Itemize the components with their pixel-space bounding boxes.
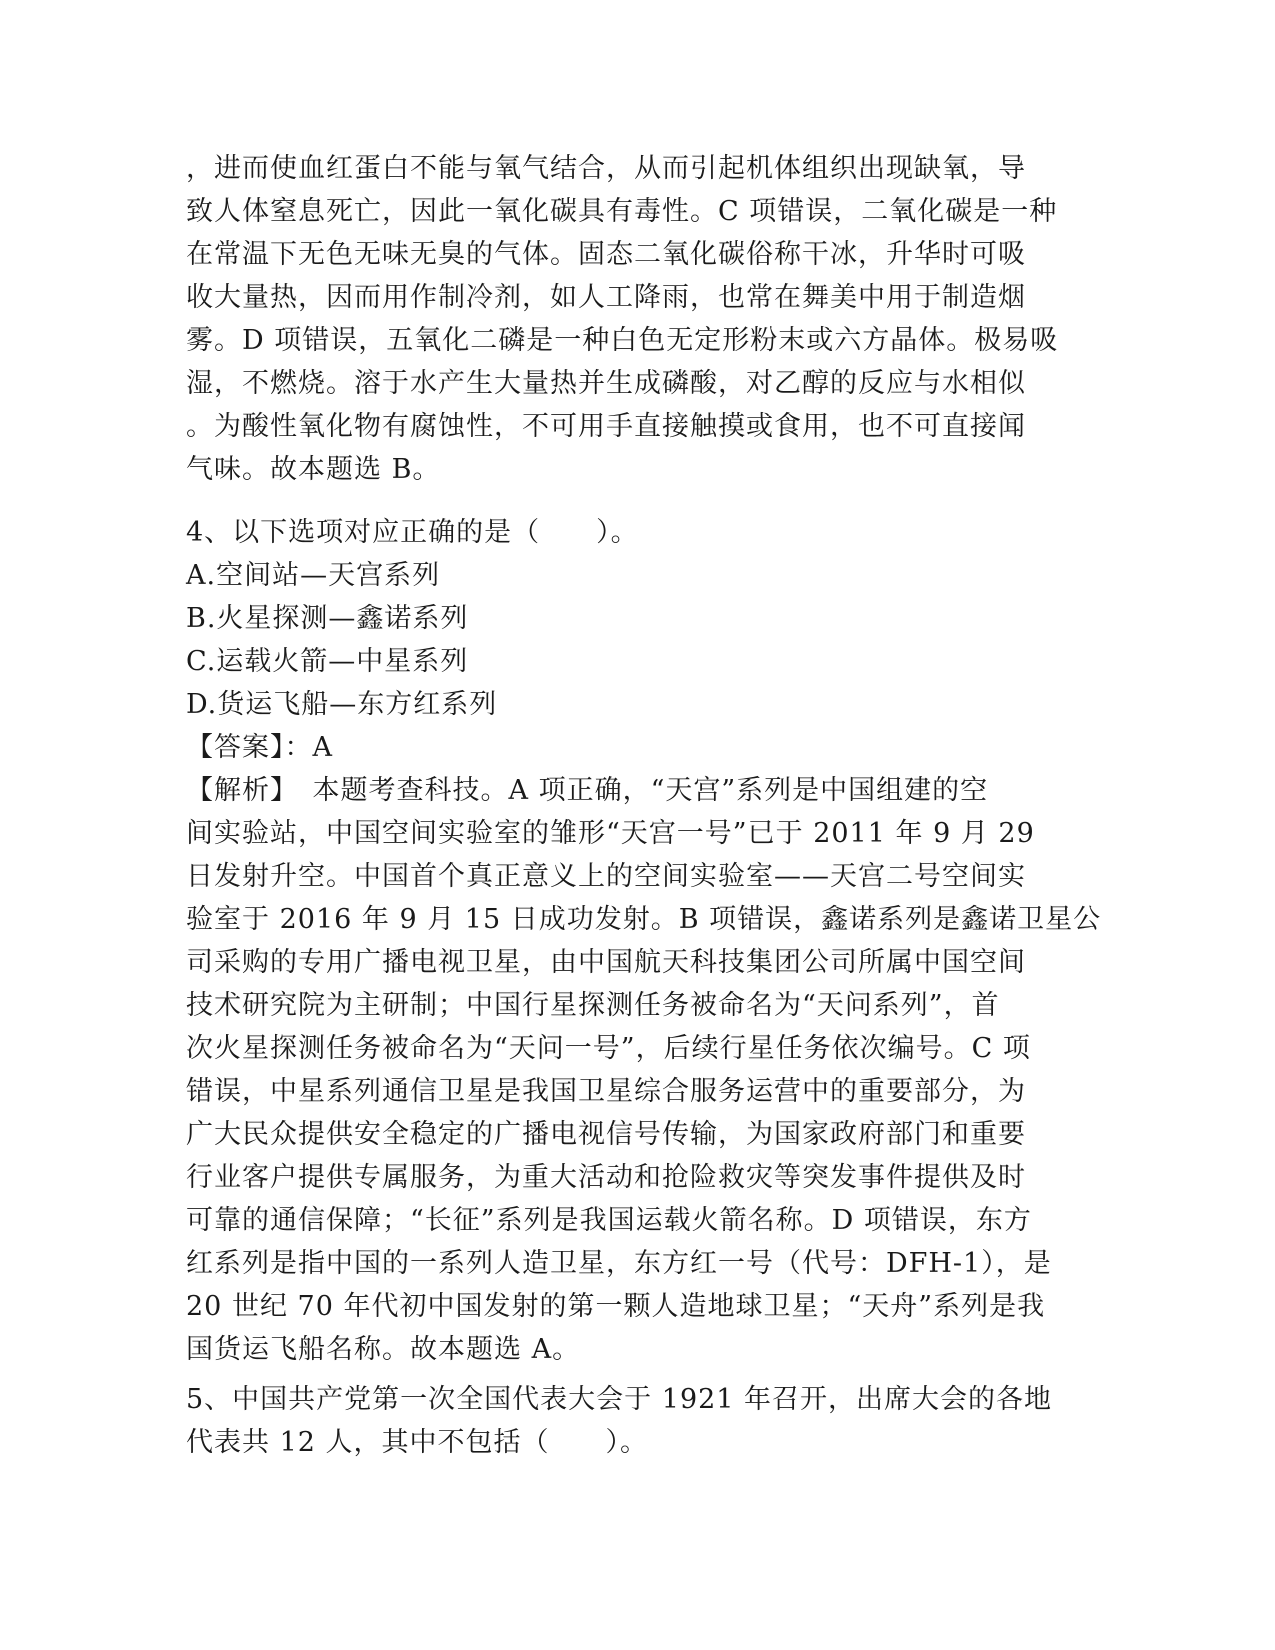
explanation-line: 红系列是指中国的一系列人造卫星，东方红一号（代号：DFH-1），是 <box>186 1248 1052 1279</box>
explanation-line: 司采购的专用广播电视卫星，由中国航天科技集团公司所属中国空间 <box>186 947 1026 978</box>
question-stem: 5、中国共产党第一次全国代表大会于 1921 年召开，出席大会的各地 <box>186 1384 1053 1415</box>
question-stem: 代表共 12 人，其中不包括（ ）。 <box>186 1427 649 1458</box>
option-a: A.空间站—天宫系列 <box>186 560 441 591</box>
paragraph-line: 气味。故本题选 B。 <box>186 454 441 485</box>
paragraph-line: ，进而使血红蛋白不能与氧气结合，从而引起机体组织出现缺氧，导 <box>186 153 1026 184</box>
explanation-line: 广大民众提供安全稳定的广播电视信号传输，为国家政府部门和重要 <box>186 1119 1026 1150</box>
explanation-line: 次火星探测任务被命名为“天问一号”，后续行星任务依次编号。C 项 <box>186 1033 1031 1064</box>
question-5 <box>186 1378 1086 1464</box>
explanation-line: 技术研究院为主研制；中国行星探测任务被命名为“天问系列”，首 <box>186 990 1000 1021</box>
explanation-line: 日发射升空。中国首个真正意义上的空间实验室——天宫二号空间实 <box>186 861 1026 892</box>
explanation-line: 错误，中星系列通信卫星是我国卫星综合服务运营中的重要部分，为 <box>186 1076 1026 1107</box>
option-c: C.运载火箭—中星系列 <box>186 646 469 677</box>
explanation-line: 国货运飞船名称。故本题选 A。 <box>186 1334 581 1365</box>
explanation-line: 间实验站，中国空间实验室的雏形“天宫一号”已于 2011 年 9 月 29 <box>186 818 1035 849</box>
question-stem: 4、以下选项对应正确的是（ ）。 <box>186 517 639 548</box>
question-3-explanation-continued <box>186 147 1086 491</box>
explanation-line: 行业客户提供专属服务，为重大活动和抢险救灾等突发事件提供及时 <box>186 1162 1026 1193</box>
paragraph-line: 致人体窒息死亡，因此一氧化碳具有毒性。C 项错误，二氧化碳是一种 <box>186 196 1058 227</box>
explanation-line: 可靠的通信保障；“长征”系列是我国运载火箭名称。D 项错误，东方 <box>186 1205 1032 1236</box>
paragraph-line: 收大量热，因而用作制冷剂，如人工降雨，也常在舞美中用于制造烟 <box>186 282 1026 313</box>
explanation-line: 验室于 2016 年 9 月 15 日成功发射。B 项错误，鑫诺系列是鑫诺卫星公 <box>186 904 1102 935</box>
option-b: B.火星探测—鑫诺系列 <box>186 603 469 634</box>
option-d: D.货运飞船—东方红系列 <box>186 689 498 720</box>
answer-line: 【答案】：A <box>186 732 333 763</box>
explanation-line: 【解析】 本题考查科技。A 项正确，“天宫”系列是中国组建的空 <box>186 775 989 806</box>
question-4 <box>186 511 1102 1371</box>
paragraph-line: 雾。D 项错误，五氧化二磷是一种白色无定形粉末或六方晶体。极易吸 <box>186 325 1059 356</box>
paragraph-line: 湿，不燃烧。溶于水产生大量热并生成磷酸，对乙醇的反应与水相似 <box>186 368 1026 399</box>
paragraph-line: 在常温下无色无味无臭的气体。固态二氧化碳俗称干冰，升华时可吸 <box>186 239 1026 270</box>
explanation-line: 20 世纪 70 年代初中国发射的第一颗人造地球卫星；“天舟”系列是我 <box>186 1291 1046 1322</box>
paragraph-line: 。为酸性氧化物有腐蚀性，不可用手直接触摸或食用，也不可直接闻 <box>186 411 1026 442</box>
